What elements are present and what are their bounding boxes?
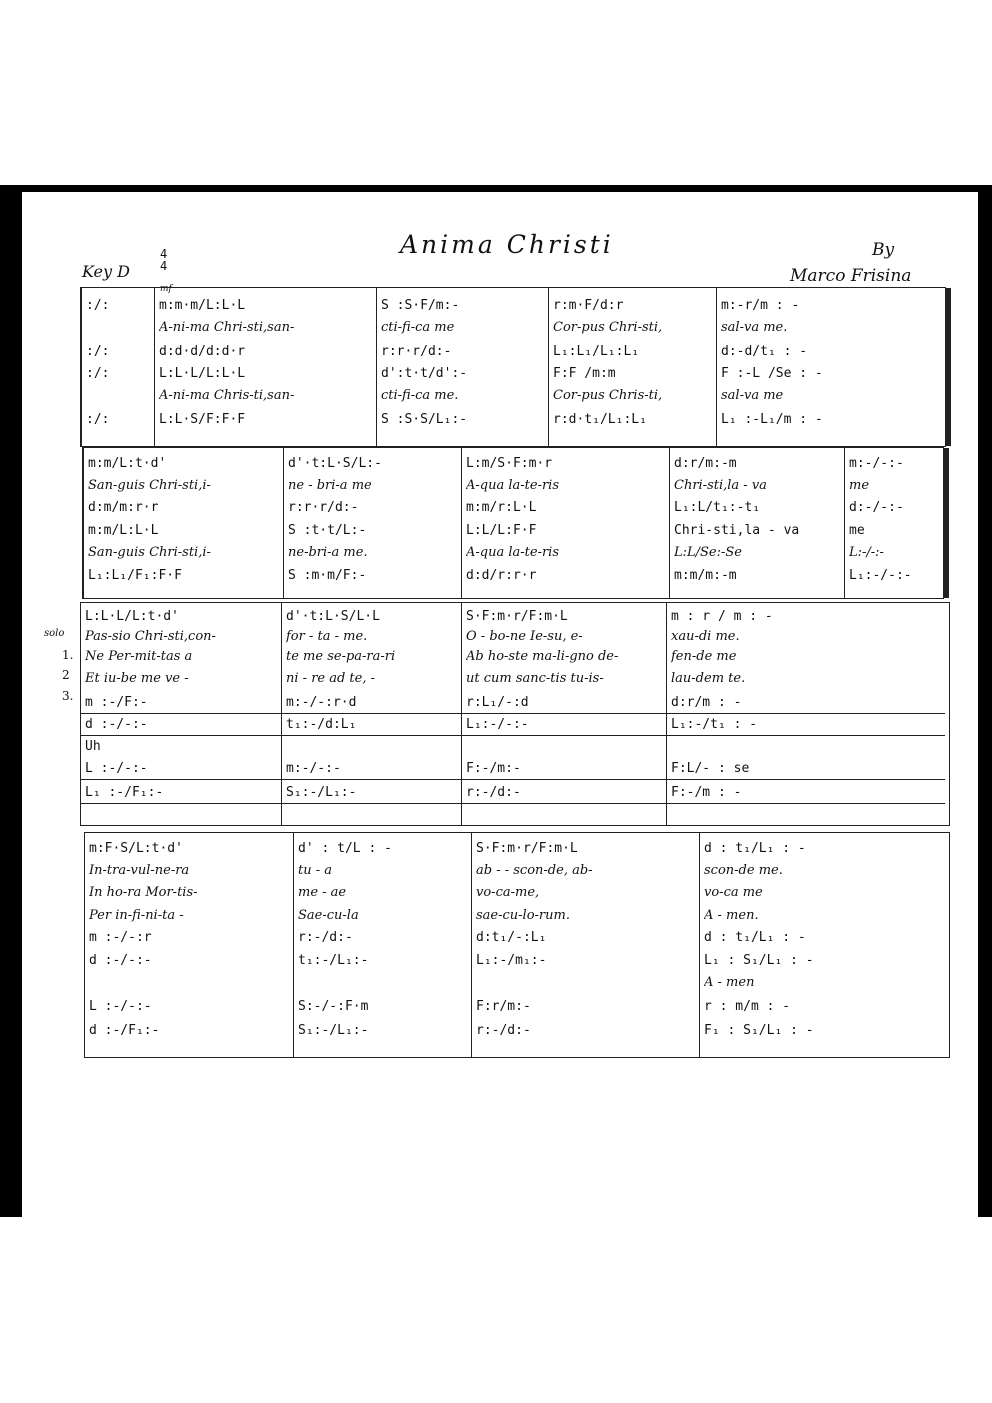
- stave-line: [282, 803, 461, 804]
- lyric-line: lau-dem te.: [671, 671, 746, 686]
- lyric-line: In-tra-vul-ne-ra: [89, 863, 190, 878]
- lyric-line: scon-de me.: [704, 863, 783, 878]
- dynamic-mark: mf: [160, 284, 172, 294]
- solfa-line: L:L·S/F:F·F: [159, 412, 246, 427]
- lyric-line: In ho-ra Mor-tis-: [89, 885, 198, 900]
- lyric-line: L:-/-:-: [849, 545, 884, 560]
- lyric-line: sae-cu-lo-rum.: [476, 908, 570, 923]
- solfa-line: d:-/-:-: [849, 500, 904, 515]
- measure-cell: [844, 448, 939, 598]
- lyric-line: for - ta - me.: [286, 629, 368, 644]
- stave-line: [462, 779, 666, 780]
- solfa-line: F:F /m:m: [553, 366, 616, 381]
- lyric-line: A-ni-ma Chris-ti,san-: [159, 388, 295, 403]
- stave-line: [667, 803, 945, 804]
- solfa-line: L₁ : S₁/L₁ : -: [704, 953, 814, 968]
- verse-number-2: 2: [62, 668, 70, 682]
- measure-cell: [281, 603, 461, 825]
- solfa-line: m:m/L:t·d': [88, 456, 167, 471]
- solo-mark: solo: [44, 628, 65, 639]
- lyric-line: cti-fi-ca me.: [381, 388, 459, 403]
- solfa-line: L:m/S·F:m·r: [466, 456, 553, 471]
- solfa-line: Uh: [85, 739, 101, 754]
- solfa-line: F:r/m:-: [476, 999, 531, 1014]
- stave-line: [667, 735, 945, 736]
- lyric-line: Cor-pus Chri-sti,: [553, 320, 663, 335]
- solfa-line: :/:: [86, 412, 110, 427]
- lyric-line: Ne Per-mit-tas a: [85, 649, 193, 664]
- stave-line: [282, 735, 461, 736]
- solfa-line: d:d/r:r·r: [466, 568, 537, 583]
- solfa-line: :/:: [86, 298, 110, 313]
- lyric-line: te me se-pa-ra-ri: [286, 649, 396, 664]
- verse-number-1: 1.: [62, 648, 74, 662]
- solfa-line: m:m/r:L·L: [466, 500, 537, 515]
- stave-line: [282, 779, 461, 780]
- lyric-line: Sae-cu-la: [298, 908, 359, 923]
- solfa-line: L₁ :-/F₁:-: [85, 785, 164, 800]
- solfa-line: S :S·F/m:-: [381, 298, 460, 313]
- solfa-line: L:L·L/L:L·L: [159, 366, 246, 381]
- solfa-line: d' : t/L : -: [298, 841, 392, 856]
- measure-cell: [461, 603, 666, 825]
- solfa-line: d : t₁/L₁ : -: [704, 930, 806, 945]
- measure-cell: [154, 288, 376, 446]
- solfa-line: L₁ :-L₁/m : -: [721, 412, 823, 427]
- solfa-line: d:r/m:-m: [674, 456, 737, 471]
- lyric-line: sal-va me.: [721, 320, 788, 335]
- time-top: 4: [160, 247, 168, 261]
- stave-line: [81, 713, 281, 714]
- solfa-line: F₁ : S₁/L₁ : -: [704, 1023, 814, 1038]
- solfa-line: r:-/d:-: [466, 785, 521, 800]
- measure-cell: [283, 448, 461, 598]
- solfa-line: S·F:m·r/F:m·L: [466, 609, 568, 624]
- lyric-line: ni - re ad te, -: [286, 671, 376, 686]
- solfa-line: r : m/m : -: [704, 999, 791, 1014]
- lyric-line: A-qua la-te-ris: [466, 545, 560, 560]
- lyric-line: Chri-sti,la - va: [674, 478, 767, 493]
- lyric-line: Et iu-be me ve -: [85, 671, 189, 686]
- solfa-line: d'·t:L·S/L:-: [288, 456, 382, 471]
- measure-cell: [376, 288, 548, 446]
- lyric-line: A - men.: [704, 908, 759, 923]
- system-1: [80, 287, 946, 447]
- lyric-line: A-ni-ma Chri-sti,san-: [159, 320, 295, 335]
- solfa-line: r:r·r/d:-: [381, 344, 452, 359]
- stave-line: [81, 779, 281, 780]
- lyric-line: me: [849, 478, 870, 493]
- solfa-line: d':t·t/d':-: [381, 366, 468, 381]
- solfa-line: S :t·t/L:-: [288, 523, 367, 538]
- by-label: By: [872, 240, 895, 260]
- solfa-line: m:m/m:-m: [674, 568, 737, 583]
- solfa-line: L₁:L₁/F₁:F·F: [88, 568, 182, 583]
- solfa-line: L:L·L/L:t·d': [85, 609, 179, 624]
- solfa-line: L:L/L:F·F: [466, 523, 537, 538]
- solfa-line: m:-/-:-: [849, 456, 904, 471]
- stave-line: [462, 803, 666, 804]
- solfa-line: m : r / m : -: [671, 609, 773, 624]
- solfa-line: d:d·d/d:d·r: [159, 344, 246, 359]
- solfa-line: t₁:-/L₁:-: [298, 953, 369, 968]
- lyric-line: San-guis Chri-sti,i-: [88, 478, 211, 493]
- time-bottom: 4: [160, 259, 168, 273]
- lyric-line: cti-fi-ca me: [381, 320, 455, 335]
- stave-line: [667, 713, 945, 714]
- solfa-line: m:F·S/L:t·d': [89, 841, 183, 856]
- lyric-line: ne - bri-a me: [288, 478, 372, 493]
- solfa-line: F:L/- : se: [671, 761, 750, 776]
- solfa-line: L₁:-/-:-: [466, 717, 529, 732]
- solfa-line: F:-/m:-: [466, 761, 521, 776]
- measure-cell: [81, 288, 154, 446]
- lyric-line: vo-ca-me,: [476, 885, 540, 900]
- solfa-line: F :-L /Se : -: [721, 366, 823, 381]
- solfa-line: r:L₁/-:d: [466, 695, 529, 710]
- lyric-line: ab - - scon-de, ab-: [476, 863, 593, 878]
- solfa-line: d :-/-:-: [89, 953, 152, 968]
- lyric-line: L:L/Se:-Se: [674, 545, 742, 560]
- lyric-line: fen-de me: [671, 649, 737, 664]
- lyric-line: Pas-sio Chri-sti,con-: [85, 629, 216, 644]
- lyric-line: Ab ho-ste ma-li-gno de-: [466, 649, 619, 664]
- solfa-line: d : t₁/L₁ : -: [704, 841, 806, 856]
- system-2: [82, 447, 944, 599]
- system-3: [80, 602, 950, 826]
- measure-cell: [669, 448, 844, 598]
- stave-line: [81, 803, 281, 804]
- measure-cell: [83, 448, 283, 598]
- solfa-line: S₁:-/L₁:-: [298, 1023, 369, 1038]
- lyric-line: vo-ca me: [704, 885, 763, 900]
- solfa-line: S :S·S/L₁:-: [381, 412, 468, 427]
- stave-line: [462, 713, 666, 714]
- stave-line: [462, 735, 666, 736]
- system-4: [84, 832, 950, 1058]
- solfa-line: r:r·r/d:-: [288, 500, 359, 515]
- composer-name: Marco Frisina: [790, 266, 912, 286]
- solfa-line: L₁:L₁/L₁:L₁: [553, 344, 640, 359]
- solfa-line: d:m/m:r·r: [88, 500, 159, 515]
- verse-number-3: 3.: [62, 689, 74, 703]
- solfa-line: L₁:L/t₁:-t₁: [674, 500, 761, 515]
- lyric-line: O - bo-ne Ie-su, e-: [466, 629, 583, 644]
- lyric-line: San-guis Chri-sti,i-: [88, 545, 211, 560]
- measure-cell: [666, 603, 945, 825]
- lyric-line: ne-bri-a me.: [288, 545, 368, 560]
- lyric-line: Cor-pus Chris-ti,: [553, 388, 663, 403]
- solfa-line: d :-/F₁:-: [89, 1023, 160, 1038]
- solfa-line: S:-/-:F·m: [298, 999, 369, 1014]
- measure-cell: [548, 288, 716, 446]
- solfa-line: Chri-sti,la - va: [674, 523, 800, 538]
- solfa-line: S·F:m·r/F:m·L: [476, 841, 578, 856]
- score-sheet: [0, 185, 992, 1217]
- measure-cell: [81, 603, 281, 825]
- solfa-line: L₁:-/m₁:-: [476, 953, 547, 968]
- key-signature: Key D: [82, 262, 130, 281]
- solfa-line: r:d·t₁/L₁:L₁: [553, 412, 647, 427]
- solfa-line: r:m·F/d:r: [553, 298, 624, 313]
- solfa-line: r:-/d:-: [476, 1023, 531, 1038]
- solfa-line: m:m/L:L·L: [88, 523, 159, 538]
- solfa-line: d:r/m : -: [671, 695, 742, 710]
- solfa-line: r:-/d:-: [298, 930, 353, 945]
- solfa-line: m :-/-:r: [89, 930, 152, 945]
- solfa-line: m:-/-:r·d: [286, 695, 357, 710]
- solfa-line: :/:: [86, 344, 110, 359]
- solfa-line: S :m·m/F:-: [288, 568, 367, 583]
- measure-cell: [85, 833, 293, 1057]
- lyric-line: xau-di me.: [671, 629, 740, 644]
- solfa-line: S₁:-/L₁:-: [286, 785, 357, 800]
- solfa-line: d:t₁/-:L₁: [476, 930, 547, 945]
- lyric-line: A - men: [704, 975, 755, 990]
- page-title: Anima Christi: [400, 230, 614, 259]
- lyric-line: me - ae: [298, 885, 347, 900]
- lyric-line: sal-va me: [721, 388, 784, 403]
- solfa-line: m:-r/m : -: [721, 298, 800, 313]
- solfa-line: m :-/F:-: [85, 695, 148, 710]
- lyric-line: tu - a: [298, 863, 333, 878]
- lyric-line: Per in-fi-ni-ta -: [89, 908, 184, 923]
- solfa-line: L :-/-:-: [85, 761, 148, 776]
- solfa-line: d'·t:L·S/L·L: [286, 609, 380, 624]
- solfa-line: :/:: [86, 366, 110, 381]
- solfa-line: d :-/-:-: [85, 717, 148, 732]
- stave-line: [667, 779, 945, 780]
- lyric-line: A-qua la-te-ris: [466, 478, 560, 493]
- solfa-line: t₁:-/d:L₁: [286, 717, 357, 732]
- measure-cell: [716, 288, 941, 446]
- measure-cell: [699, 833, 945, 1057]
- solfa-line: me: [849, 523, 865, 538]
- lyric-line: ut cum sanc-tis tu-is-: [466, 671, 604, 686]
- stave-line: [282, 713, 461, 714]
- measure-cell: [461, 448, 669, 598]
- measure-cell: [293, 833, 471, 1057]
- measure-cell: [471, 833, 699, 1057]
- solfa-line: L₁:-/-:-: [849, 568, 912, 583]
- solfa-line: F:-/m : -: [671, 785, 742, 800]
- solfa-line: m:-/-:-: [286, 761, 341, 776]
- solfa-line: m:m·m/L:L·L: [159, 298, 246, 313]
- solfa-line: L :-/-:-: [89, 999, 152, 1014]
- solfa-line: d:-d/t₁ : -: [721, 344, 808, 359]
- time-signature: [160, 248, 167, 272]
- stave-line: [81, 735, 281, 736]
- solfa-line: L₁:-/t₁ : -: [671, 717, 758, 732]
